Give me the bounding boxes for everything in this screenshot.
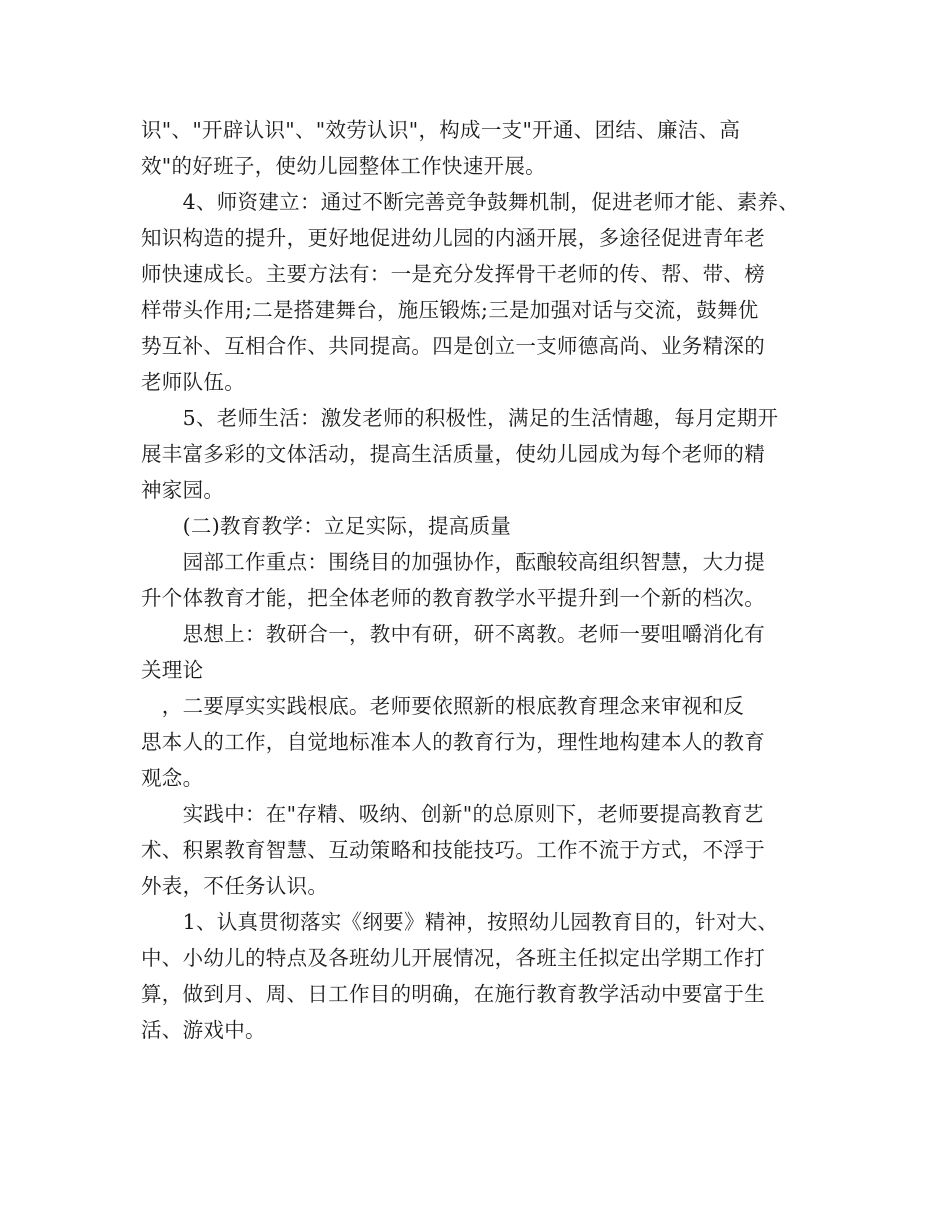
text-line: 关理论 <box>141 658 204 682</box>
text-line: 展丰富多彩的文体活动，提高生活质量，使幼儿园成为每个老师的精 <box>141 442 765 466</box>
text-line: 1、认真贯彻落实《纲要》精神，按照幼儿园教育目的，针对大、 <box>141 910 779 934</box>
text-line: 思想上：教研合一，教中有研，研不离教。老师一要咀嚼消化有 <box>141 622 765 646</box>
text-line: 师快速成长。主要方法有：一是充分发挥骨干老师的传、帮、带、榜 <box>141 262 765 286</box>
text-line: (二)教育教学：立足实际，提高质量 <box>141 514 512 538</box>
text-line: 中、小幼儿的特点及各班幼儿开展情况，各班主任拟定出学期工作打 <box>141 946 765 970</box>
text-line: 思本人的工作，自觉地标准本人的教育行为，理性地构建本人的教育 <box>141 730 765 754</box>
text-line: 效"的好班子，使幼儿园整体工作快速开展。 <box>141 154 546 178</box>
text-line: 算，做到月、周、日工作目的明确，在施行教育教学活动中要富于生 <box>141 982 765 1006</box>
text-line: 术、积累教育智慧、互动策略和技能技巧。工作不流于方式，不浮于 <box>141 838 765 862</box>
body-text <box>141 112 811 1048</box>
text-line: 势互补、互相合作、共同提高。四是创立一支师德高尚、业务精深的 <box>141 334 765 358</box>
text-line: 老师队伍。 <box>141 370 245 394</box>
text-line: 神家园。 <box>141 478 225 502</box>
text-line: 样带头作用;二是搭建舞台，施压锻炼;三是加强对话与交流，鼓舞优 <box>141 298 759 322</box>
text-line: ，二要厚实实践根底。老师要依照新的根底教育理念来审视和反 <box>141 694 745 718</box>
text-line: 识"、"开辟认识"、"效劳认识"，构成一支"开通、团结、廉洁、高 <box>141 118 741 142</box>
text-line: 升个体教育才能，把全体老师的教育教学水平提升到一个新的档次。 <box>141 586 765 610</box>
text-line: 活、游戏中。 <box>141 1018 266 1042</box>
text-line: 知识构造的提升，更好地促进幼儿园的内涵开展，多途径促进青年老 <box>141 226 765 250</box>
text-line: 园部工作重点：围绕目的加强协作，酝酿较高组织智慧，大力提 <box>141 550 765 574</box>
text-line: 5、老师生活：激发老师的积极性，满足的生活情趣，每月定期开 <box>141 406 779 430</box>
text-line: 外表，不任务认识。 <box>141 874 329 898</box>
text-line: 观念。 <box>141 766 204 790</box>
text-line: 实践中：在"存精、吸纳、创新"的总原则下，老师要提高教育艺 <box>141 802 764 826</box>
text-line: 4、师资建立：通过不断完善竞争鼓舞机制，促进老师才能、素养、 <box>141 190 800 214</box>
